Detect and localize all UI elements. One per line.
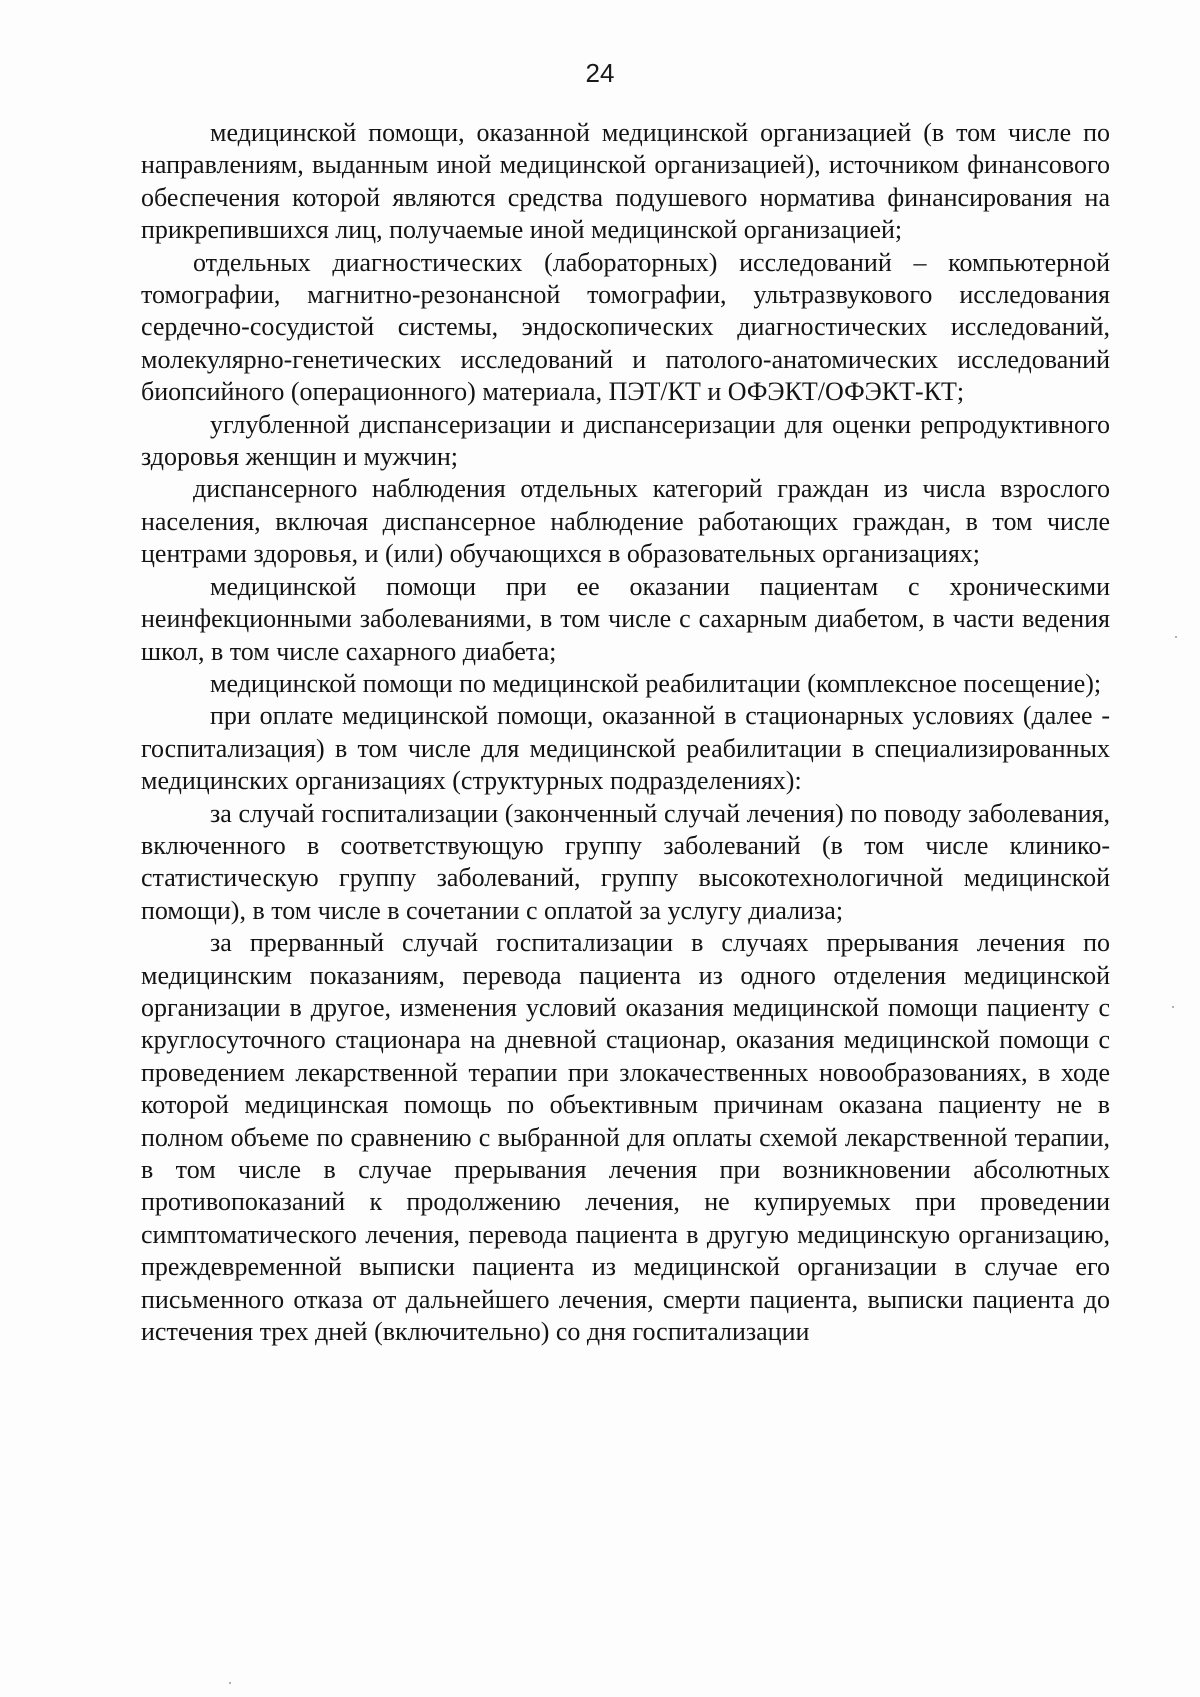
paragraph: диспансерного наблюдения отдельных категорий граждан из числа взрослого населения, включая диспансерное наблюдение работающих граждан, в том числе центрами здоровья, и (или) обучающихся в образовательных организациях; xyxy=(141,474,1110,569)
paragraph: при оплате медицинской помощи, оказанной в стационарных условиях (далее - госпитализация) в том числе для медицинской реабилитации в специализированных медицинских организациях (структурных подразделениях): xyxy=(141,701,1110,796)
scan-speck xyxy=(229,1682,231,1684)
paragraph: за случай госпитализации (законченный случай лечения) по поводу заболевания, включенного в соответствующую группу заболеваний (в том числе клинико-статистическую группу заболеваний, группу высокотехнологичной медицинской помощи), в том числе в сочетании с оплатой за услугу диализа; xyxy=(141,798,1110,925)
paragraph: медицинской помощи по медицинской реабилитации (комплексное посещение); xyxy=(210,668,1102,698)
paragraph: отдельных диагностических (лабораторных) исследований – компьютерной томографии, магнитно-резонансной томографии, ультразвукового исследования сердечно-сосудистой системы, эндоскопических диагностических исследований, молекулярно-генетических исследований и патолого-анатомических исследований биопсийного (операционного) материала, ПЭТ/КТ и ОФЭКТ/ОФЭКТ-КТ; xyxy=(141,247,1110,407)
page-number: 24 xyxy=(585,58,615,88)
scan-speck xyxy=(1175,636,1177,638)
paragraph: медицинской помощи, оказанной медицинской организацией (в том числе по направлениям, выданным иной медицинской организацией), источником финансового обеспечения которой являются средства подушевого норматива финансирования на прикрепившихся лиц, получаемые иной медицинской организацией; xyxy=(141,118,1110,245)
paragraph: медицинской помощи при ее оказании пациентам с хроническими неинфекционными заболеваниями, в том числе с сахарным диабетом, в части ведения школ, в том числе сахарного диабета; xyxy=(141,571,1110,666)
document-body xyxy=(141,117,1110,1348)
paragraph: за прерванный случай госпитализации в случаях прерывания лечения по медицинским показаниям, перевода пациента из одного отделения медицинской организации в другое, изменения условий оказания медицинской помощи пациенту с круглосуточного стационара на дневной стационар, оказания медицинской помощи с проведением лекарственной терапии при злокачественных новообразованиях, в ходе которой медицинская помощь по объективным причинам оказана пациенту не в полном объеме по сравнению с выбранной для оплаты схемой лекарственной терапии, в том числе в случае прерывания лечения при возникновении абсолютных противопоказаний к продолжению лечения, не купируемых при проведении симптоматического лечения, перевода пациента в другую медицинскую организацию, преждевременной выписки пациента из медицинской организации в случае его письменного отказа от дальнейшего лечения, смерти пациента, выписки пациента до истечения трех дней (включительно) со дня госпитализации xyxy=(141,928,1110,1347)
scan-speck xyxy=(1172,1006,1174,1008)
paragraph: углубленной диспансеризации и диспансеризации для оценки репродуктивного здоровья женщин и мужчин; xyxy=(141,409,1110,472)
